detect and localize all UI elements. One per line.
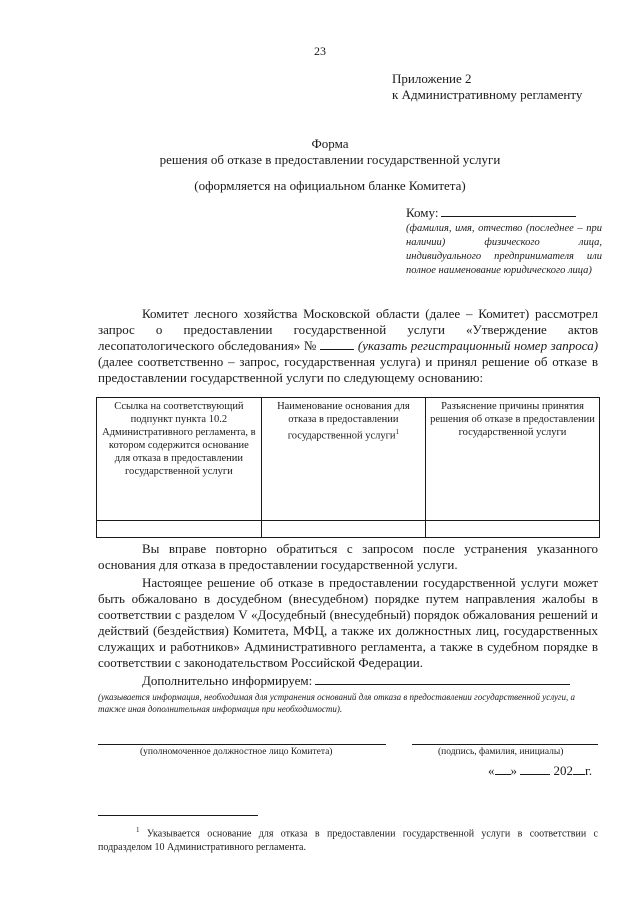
- footnote-separator: [98, 815, 258, 816]
- date-line: « » 202 г.: [488, 763, 593, 778]
- intro-paragraph: [98, 306, 598, 386]
- signature-label: (подпись, фамилия, инициалы): [438, 747, 564, 757]
- refusal-reasons-table: [96, 397, 600, 538]
- table-header-row: [97, 398, 600, 521]
- month-blank: [520, 763, 550, 775]
- appendix-line-1: Приложение 2: [392, 71, 472, 86]
- official-signature-line: [98, 743, 386, 745]
- appendix-heading: [392, 71, 582, 103]
- footnote-ref: 1: [395, 428, 400, 436]
- footnote-text: Указывается основание для отказа в предоставлении государственной услуги в соответствии с подразделом 10 Административного регламента.: [98, 828, 599, 854]
- page-number: 23: [314, 44, 326, 58]
- footnote: [98, 823, 598, 855]
- table-header-reason: Наименование основания для отказа в предоставлении государственной услуги$^1$: [261, 398, 425, 521]
- table-header-reference: Ссылка на соответствующий подпункт пункта 10.2 Административного регламента, в котором содержится основание для отказа в предоставлении государственной услуги: [97, 398, 262, 521]
- appeal-paragraph: Настоящее решение об отказе в предоставлении государственной услуги может быть обжаловано в досудебном (внесудебном) порядке путем направления жалобы в соответствии с разделом V «Досудебный (внесудебный) порядок обжалования решений и действий (бездействия) Комитета, МФЦ, а также их должностных лиц, государственных служащих и работников» Административного регламента, а также в судебном порядке в соответствии с законодательством Российской Федерации.: [98, 575, 598, 670]
- form-subtitle: решения об отказе в предоставлении государственной услуги: [159, 152, 501, 167]
- day-blank: [495, 763, 511, 775]
- signature-line: [412, 743, 598, 745]
- appendix-line-2: к Административному регламенту: [392, 87, 583, 102]
- repeat-paragraph: Вы вправе повторно обратиться с запросом после устранения указанного основания для отказа в предоставлении государственной услуги.: [98, 541, 598, 572]
- form-blank-note: (оформляется на официальном бланке Комитета): [194, 178, 466, 193]
- form-title: Форма: [311, 136, 349, 151]
- intro-text-1: Комитет лесного хозяйства Московской области (далее – Комитет) рассмотрел запрос о предоставлении государственной услуги «Утверждение актов лесопатологического обследования» №: [98, 306, 598, 353]
- table-cell: [261, 521, 425, 538]
- additional-info-blank: [315, 673, 570, 685]
- additional-info-note: (указывается информация, необходимая для устранения оснований для отказа в предоставлении государственной услуги, а также иная дополнительная информация при необходимости).: [98, 692, 576, 714]
- addressee-blank: [441, 204, 576, 217]
- intro-text-2: (далее соответственно – запрос, государственная услуга) и принял решение об отказе в предоставлении государственной услуги по следующему основанию:: [98, 354, 598, 385]
- table-header-explanation: Разъяснение причины принятия решения об отказе в предоставлении государственной услуги: [426, 398, 600, 521]
- footnote-mark: 1: [136, 826, 140, 834]
- addressee-line: [406, 204, 576, 221]
- table-cell: [97, 521, 262, 538]
- additional-info-label: Дополнительно информируем:: [142, 673, 313, 688]
- table-row: [97, 521, 600, 538]
- addressee-label: Кому:: [406, 205, 439, 220]
- request-number-blank: [320, 338, 354, 350]
- intro-italic: (указать регистрационный номер запроса): [357, 338, 599, 353]
- table-cell: [426, 521, 600, 538]
- additional-info-line: [98, 673, 598, 689]
- official-label: (уполномоченное должностное лицо Комитета): [140, 747, 333, 757]
- year-blank: [573, 763, 585, 775]
- addressee-note: (фамилия, имя, отчество (последнее – при наличии) физического лица, индивидуального предпринимателя или полное наименование юридического лица): [406, 223, 602, 276]
